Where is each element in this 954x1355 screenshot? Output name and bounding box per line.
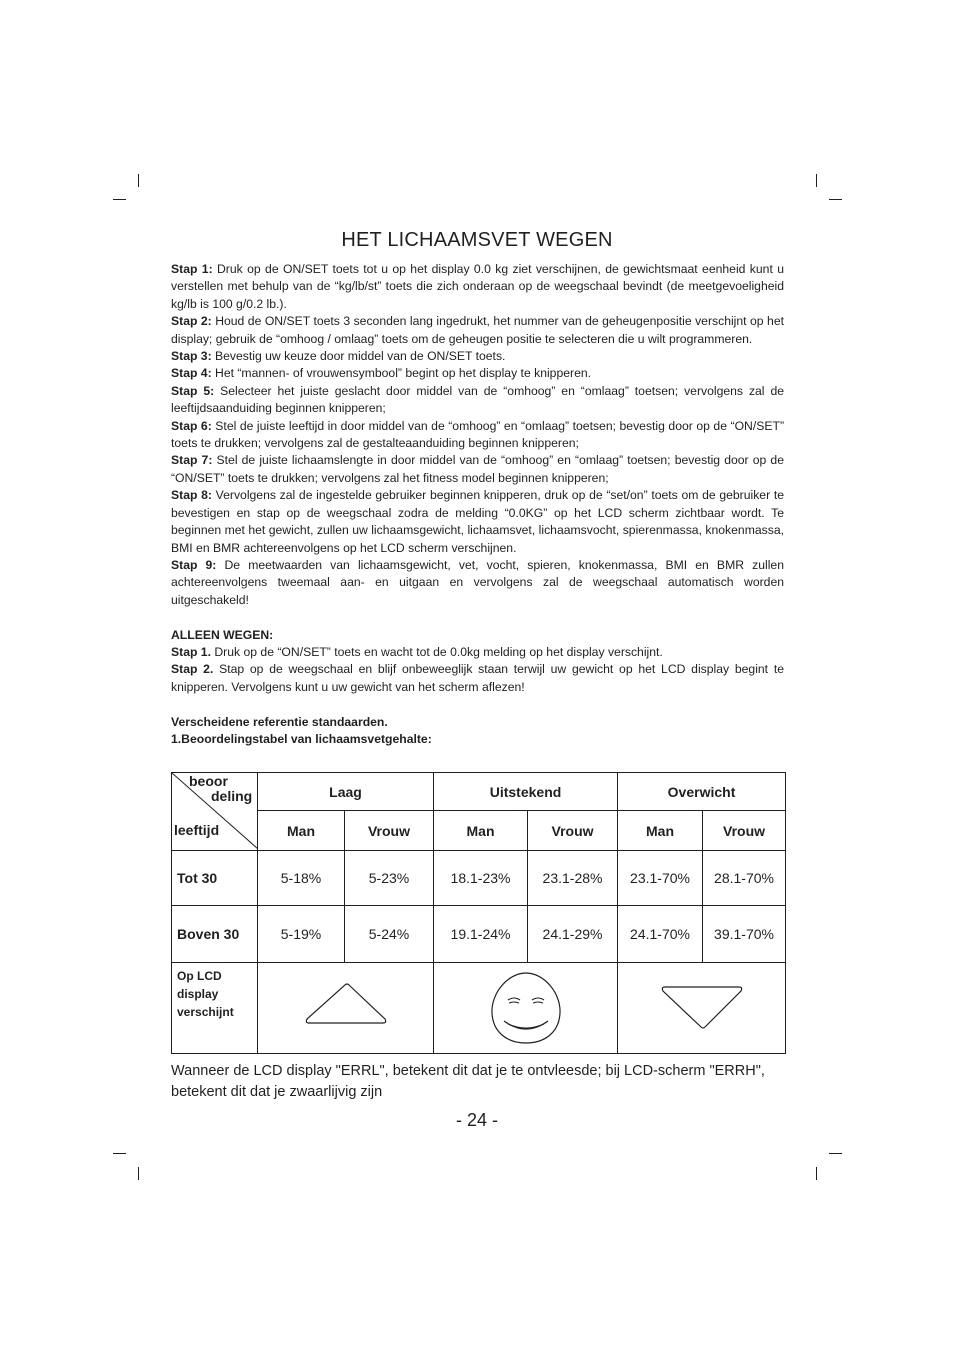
crop-mark [113,199,126,200]
corner-label: beoor [189,773,228,789]
section-subheading: 1.Beoordelingstabel van lichaamsvetgehalte: [171,731,432,746]
table-row [172,851,786,906]
sex-header: Man [258,811,345,851]
step: Stap 1. Druk op de “ON/SET” toets en wacht tot de 0.0kg melding op het display verschijnt. [171,644,663,659]
corner-label: leeftijd [174,822,220,838]
table-cell: 18.1-23% [434,851,528,906]
page-title: HET LICHAAMSVET WEGEN [341,229,613,251]
table-cell: 5-23% [345,851,434,906]
step: Stap 4: Het “mannen- of vrouwensymbool” begint op het display te knipperen. [171,366,592,381]
table-row [172,906,786,963]
crop-mark [829,199,842,200]
crop-mark [829,1153,842,1154]
table-cell: 24.1-29% [528,906,618,963]
table-cell: 5-18% [258,851,345,906]
step: Stap 3: Bevestig uw keuze door middel van de ON/SET toets. [171,349,506,364]
instructions [171,261,784,748]
step: Stap 2. Stap op de weegschaal en blijf onbeweeglijk staan terwijl uw gewicht op het LCD display begint te knipperen. Vervolgens kunt u uw gewicht van het scherm aflezen! [171,662,784,694]
table-cell: 5-24% [345,906,434,963]
page-number: - 24 - [455,1110,498,1130]
crop-mark [113,1153,126,1154]
crop-mark [138,174,139,187]
table-cell: 23.1-70% [618,851,703,906]
table-row [172,963,786,1054]
table-cell: 23.1-28% [528,851,618,906]
table-cell: 19.1-24% [434,906,528,963]
sex-header: Vrouw [703,811,786,851]
table-corner-header [172,773,258,851]
group-header: Laag [258,773,434,811]
step: Stap 2: Houd de ON/SET toets 3 seconden lang ingedrukt, het nummer van de geheugenpositie verschijnt op het display; gebruik de “omhoog / omlaag” toets om de geheugen positie te selecteren die u wilt programmeren. [171,314,784,346]
table-cell: 39.1-70% [703,906,786,963]
table-cell: 28.1-70% [703,851,786,906]
step: Stap 8: Vervolgens zal de ingestelde gebruiker beginnen knipperen, druk op de “set/on” toets om de gebruiker te bevestigen en stap op de weegschaal zodra de melding “0.0KG” op het LCD scherm zichtbaar wordt. Te beginnen met het gewicht, zullen uw lichaamsgewicht, lichaamsvet, lichaamsvocht, spierenmassa, knokenmassa, BMI en BMR achtereenvolgens op het LCD scherm verschijnen. [171,488,784,555]
lcd-cell-uitstekend [434,963,618,1054]
sex-header: Vrouw [345,811,434,851]
corner-label: deling [211,788,253,804]
error-note: Wanneer de LCD display "ERRL", betekent dit dat je te ontvleesde; bij LCD-scherm "ERRH", betekent dit dat je zwaarlijvig zijn [171,1063,765,1100]
section-heading: ALLEEN WEGEN: [171,627,274,642]
sex-header: Vrouw [528,811,618,851]
group-header: Uitstekend [434,773,618,811]
step: Stap 9: De meetwaarden van lichaamsgewicht, vet, vocht, spieren, knokenmassa, BMI en BMR zullen achtereenvolgens tweemaal aan- en uitgaan en vervolgens zal de weegschaal automatisch worden uitgeschakeld! [171,557,784,607]
crop-mark [138,1167,139,1180]
table-cell: 24.1-70% [618,906,703,963]
lcd-cell-overwicht [618,963,786,1054]
smiley-face-icon [486,967,566,1047]
row-label: Boven 30 [172,906,258,963]
crop-mark [816,1167,817,1180]
lcd-cell-laag [258,963,434,1054]
section-heading: Verscheidene referentie standaarden. [171,714,388,729]
step: Stap 1: Druk op de ON/SET toets tot u op het display 0.0 kg ziet verschijnen, de gewichtsmaat eenheid kunt u verstellen met behulp van de “kg/lb/st” toets die zich onderaan op de weegschaal bevindt (de meetgevoeligheid kg/lb is 100 g/0.2 lb.). [171,262,784,311]
sex-header: Man [434,811,528,851]
group-header: Overwicht [618,773,786,811]
row-label: Tot 30 [172,851,258,906]
table-cell: 5-19% [258,906,345,963]
step: Stap 6: Stel de juiste leeftijd in door middel van de “omhoog” en “omlaag” toetsen; bevestig door op de “ON/SET” toets te drukken; vervolgens zal de gestalteaanduiding beginnen knipperen; [171,418,784,451]
lcd-row-label: Op LCD display verschijnt [172,963,258,1054]
sex-header: Man [618,811,703,851]
triangle-down-icon [657,981,747,1033]
step: Stap 5: Selecteer het juiste geslacht door middel van de “omhoog” en “omlaag” toetsen; vervolgens zal de leeftijdsaanduiding beginnen knipperen; [171,383,784,416]
triangle-up-icon [301,981,391,1033]
crop-mark [816,174,817,187]
step: Stap 7: Stel de juiste lichaamslengte in door middel van de “omhoog” en “omlaag” toetsen; bevestig door op de “ON/SET” toets te drukken; vervolgens zal het fitness model beginnen knipperen; [171,453,784,485]
body-fat-table [171,772,786,1054]
